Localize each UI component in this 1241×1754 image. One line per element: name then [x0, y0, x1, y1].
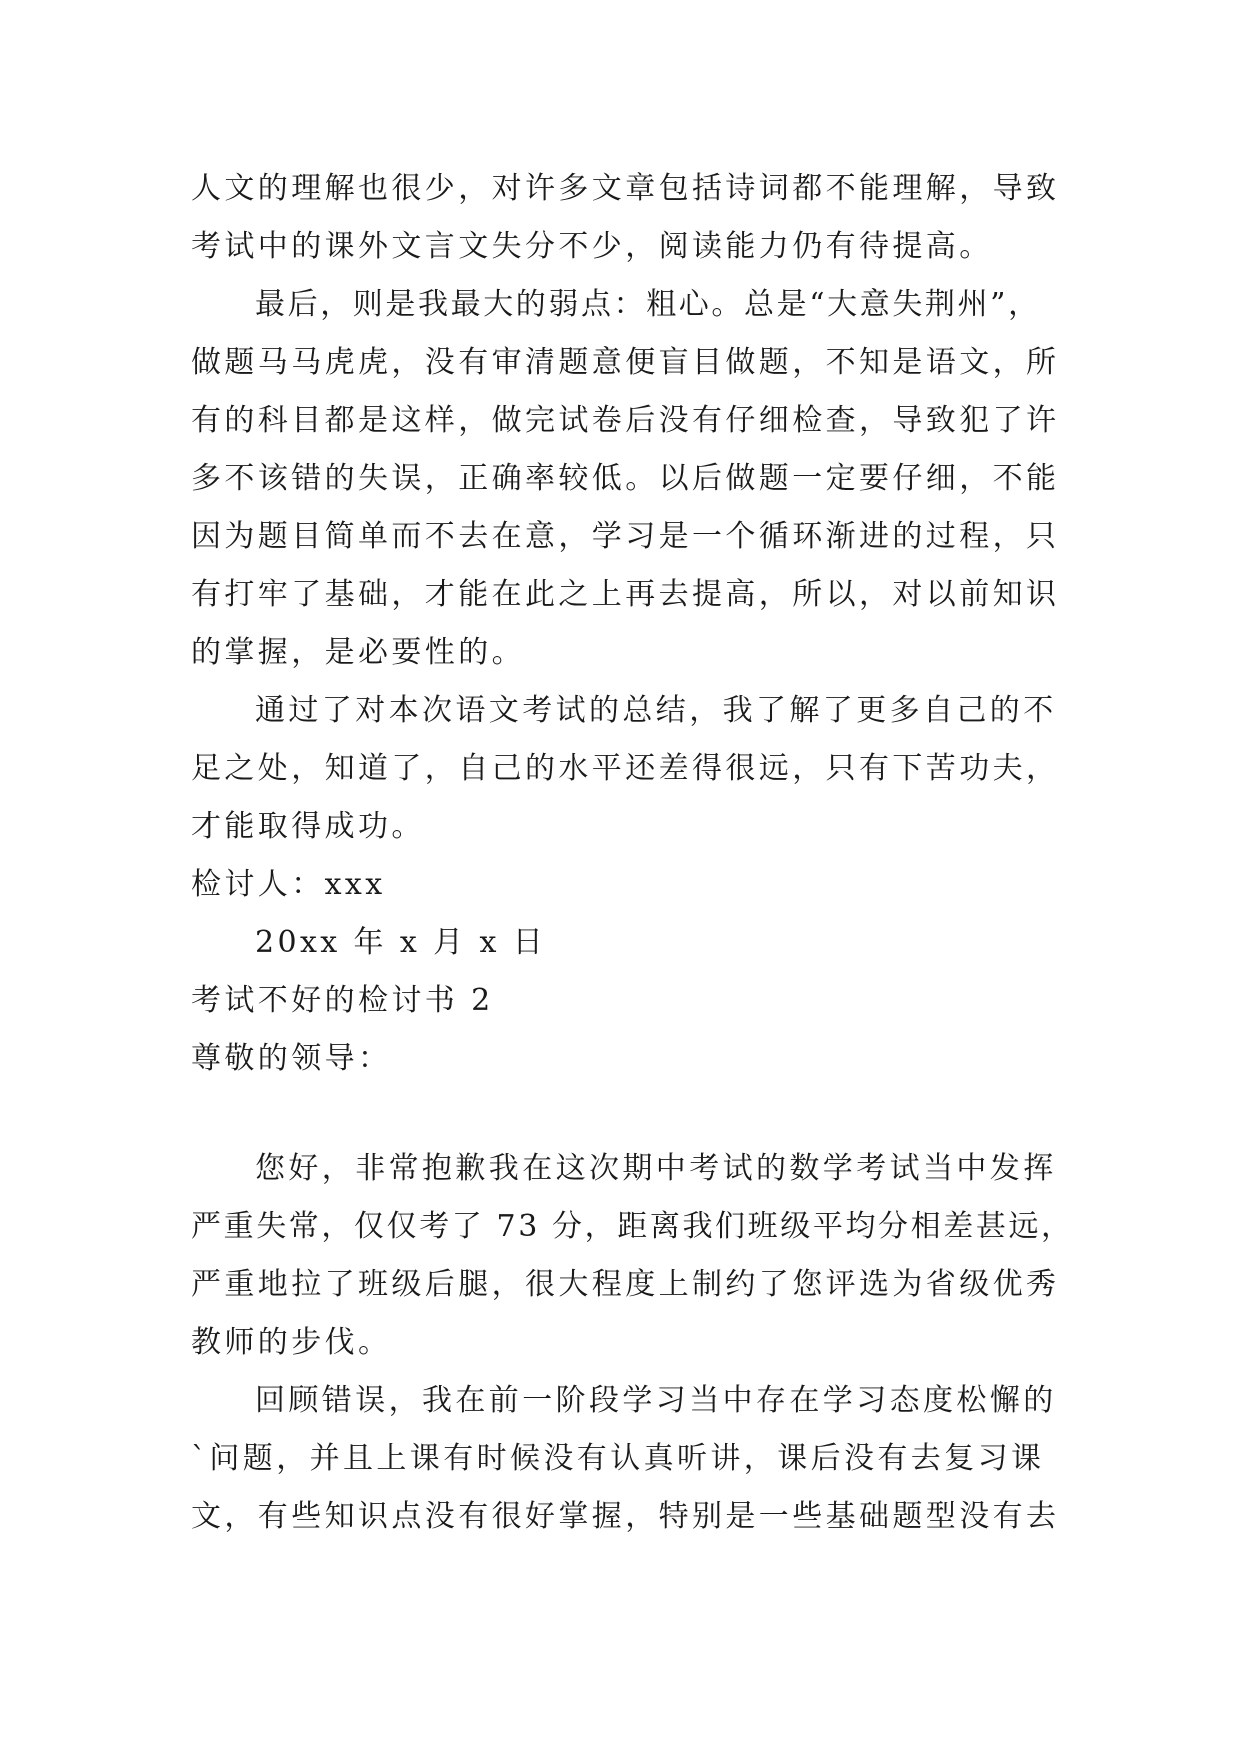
text-line: 因为题目简单而不去在意，学习是一个循环渐进的过程，只: [191, 519, 1060, 554]
text-line: 严重失常，仅仅考了 73 分，距离我们班级平均分相差甚远，: [191, 1209, 1074, 1244]
paragraph: [191, 276, 1071, 682]
section-title: 考试不好的检讨书 2: [191, 983, 494, 1018]
text-line: 教师的步伐。: [191, 1325, 392, 1360]
text-line: 人文的理解也很少，对许多文章包括诗词都不能理解，导致: [191, 171, 1060, 206]
text-line: 的掌握，是必要性的。: [191, 635, 525, 670]
signer-line: 检讨人：xxx: [191, 867, 386, 902]
paragraph: [191, 1372, 1071, 1546]
text-line: 有打牢了基础，才能在此之上再去提高，所以，对以前知识: [191, 577, 1060, 612]
paragraph: [191, 1140, 1074, 1372]
document-body: [191, 160, 1074, 1546]
text-line: 通过了对本次语文考试的总结，我了解了更多自己的不: [255, 693, 1057, 728]
blank-line: [191, 1088, 1071, 1140]
text-line: 严重地拉了班级后腿，很大程度上制约了您评选为省级优秀: [191, 1267, 1060, 1302]
date-line: 20xx 年 x 月 x 日: [255, 925, 547, 960]
text-line: 考试中的课外文言文失分不少，阅读能力仍有待提高。: [191, 229, 993, 264]
text-line: 最后，则是我最大的弱点：粗心。总是“大意失荆州”，: [255, 287, 1041, 322]
paragraph: [191, 682, 1071, 856]
text-line: 有的科目都是这样，做完试卷后没有仔细检查，导致犯了许: [191, 403, 1060, 438]
text-line: 做题马马虎虎，没有审清题意便盲目做题，不知是语文，所: [191, 345, 1060, 380]
text-line: 文，有些知识点没有很好掌握，特别是一些基础题型没有去: [191, 1499, 1060, 1534]
text-line: 多不该错的失误，正确率较低。以后做题一定要仔细，不能: [191, 461, 1060, 496]
salutation: 尊敬的领导：: [191, 1041, 392, 1076]
text-line: `问题，并且上课有时候没有认真听讲，课后没有去复习课: [191, 1441, 1045, 1476]
paragraph: [191, 160, 1071, 276]
text-line: 才能取得成功。: [191, 809, 425, 844]
text-line: 足之处，知道了，自己的水平还差得很远，只有下苦功夫，: [191, 751, 1060, 786]
text-line: 您好，非常抱歉我在这次期中考试的数学考试当中发挥: [255, 1151, 1057, 1186]
text-line: 回顾错误，我在前一阶段学习当中存在学习态度松懈的: [255, 1383, 1057, 1418]
